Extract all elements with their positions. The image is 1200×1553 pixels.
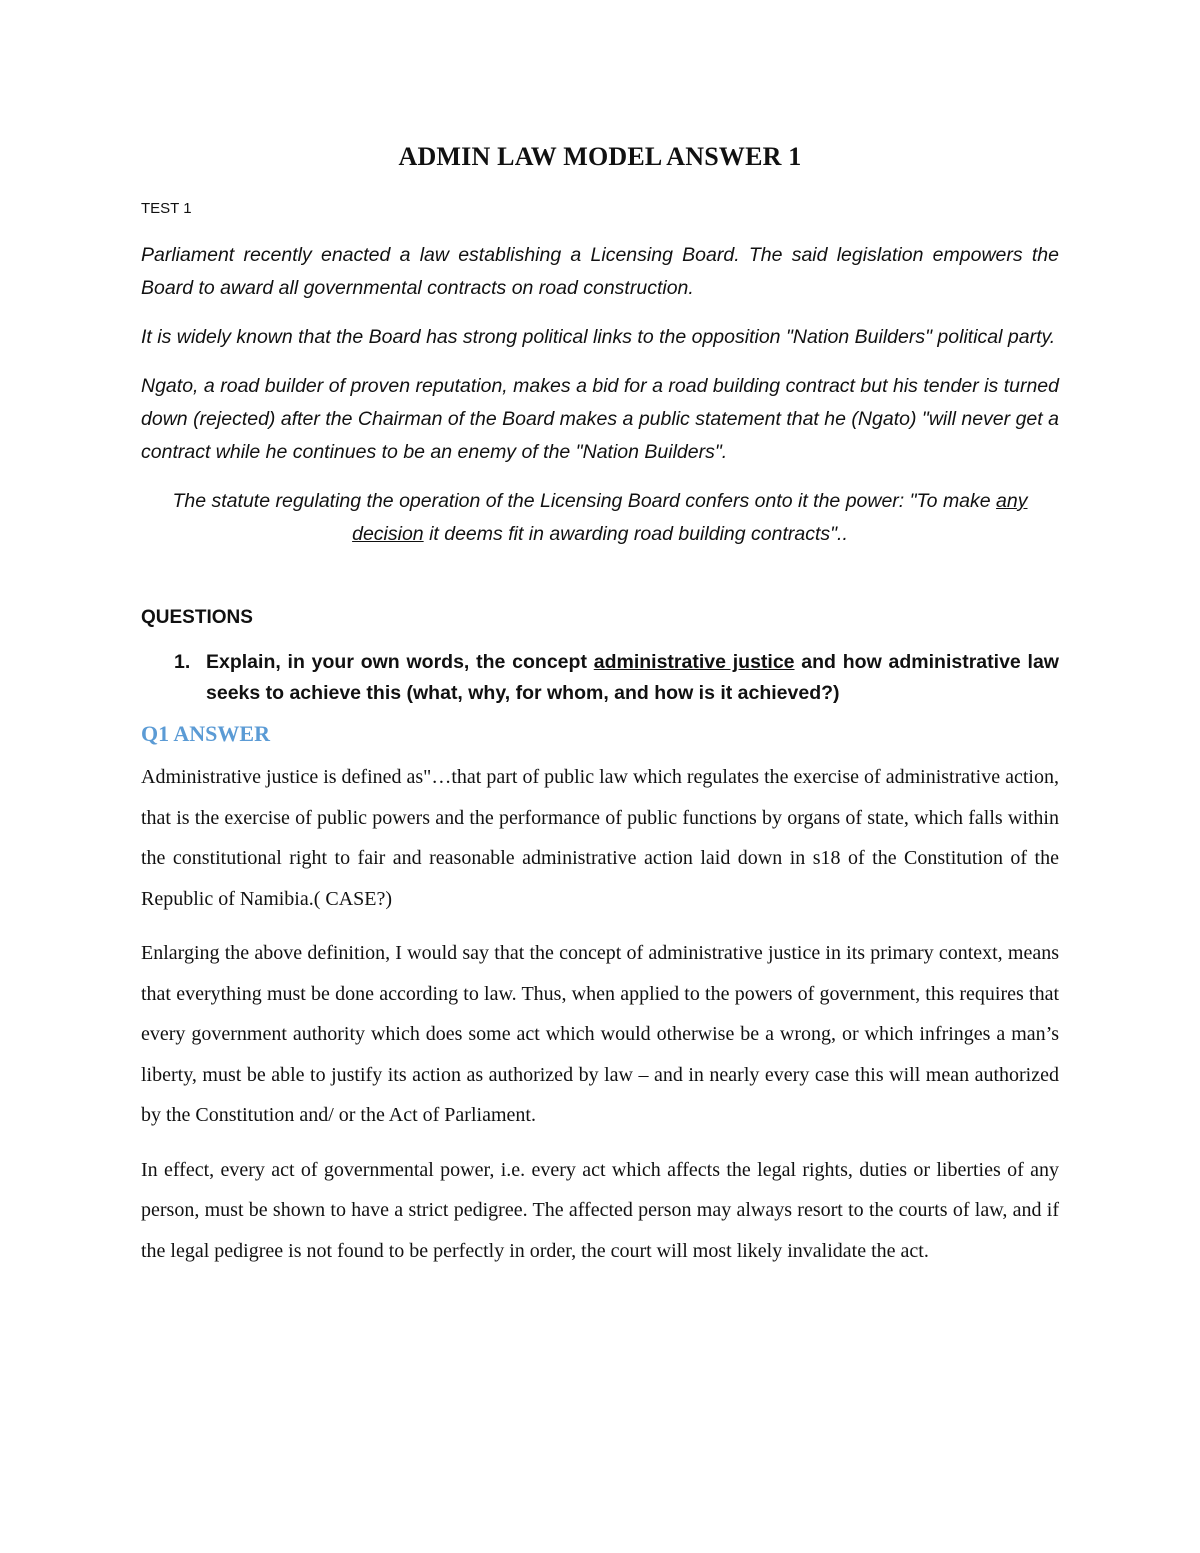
statute-text-after: it deems fit in awarding road building contracts".. [423, 523, 848, 545]
question-text [206, 647, 1059, 709]
scenario-paragraph-4 [141, 485, 1059, 551]
question-1 [141, 647, 1059, 709]
question-text-after: and how administrative law seeks to achieve this (what, why, for whom, and how is it achieved?) [206, 651, 1059, 704]
answer-paragraph-3: In effect, every act of governmental power, i.e. every act which affects the legal rights, duties or liberties of any person, must be shown to have a strict pedigree. The affected person may always resort to the courts of law, and if the legal pedigree is not found to be perfectly in order, the court will most likely invalidate the act. [141, 1158, 1059, 1262]
answer-section [141, 757, 1059, 1271]
underlined-any-decision: any decision [352, 490, 1028, 545]
document-content [141, 142, 1059, 1285]
scenario-paragraph-2: It is widely known that the Board has strong political links to the opposition "Nation Builders" political party. [141, 326, 1056, 348]
answer-heading: Q1 ANSWER [141, 721, 270, 746]
question-text-before: Explain, in your own words, the concept [206, 651, 594, 673]
document-title: ADMIN LAW MODEL ANSWER 1 [398, 142, 802, 171]
scenario-section [141, 239, 1059, 551]
underlined-administrative-justice: administrative justice [593, 651, 795, 673]
answer-paragraph-1: Administrative justice is defined as"…that part of public law which regulates the exercise of administrative action, that is the exercise of public powers and the performance of public functions by organs of state, which falls within the constitutional right to fair and reasonable administrative action laid down in s18 of the Constitution of the Republic of Namibia.( CASE?) [141, 766, 1059, 910]
question-number: 1. [174, 651, 191, 673]
statute-text-before: The statute regulating the operation of the Licensing Board confers onto it the power: "To make [172, 490, 997, 512]
scenario-paragraph-1: Parliament recently enacted a law establishing a Licensing Board. The said legislation empowers the Board to award all governmental contracts on road construction. [141, 244, 1059, 299]
scenario-paragraph-3: Ngato, a road builder of proven reputation, makes a bid for a road building contract but his tender is turned down (rejected) after the Chairman of the Board makes a public statement that he (Ngato) "will never get a contract while he continues to be an enemy of the "Nation Builders". [141, 375, 1059, 463]
test-label: TEST 1 [141, 200, 192, 217]
questions-heading: QUESTIONS [141, 607, 253, 628]
answer-paragraph-2: Enlarging the above definition, I would say that the concept of administrative justice in its primary context, means that everything must be done according to law. Thus, when applied to the powers of government, this requires that every government authority which does some act which would otherwise be a wrong, or which infringes a man’s liberty, must be able to justify its action as authorized by law – and in nearly every case this will mean authorized by the Constitution and/ or the Act of Parliament. [141, 942, 1059, 1126]
